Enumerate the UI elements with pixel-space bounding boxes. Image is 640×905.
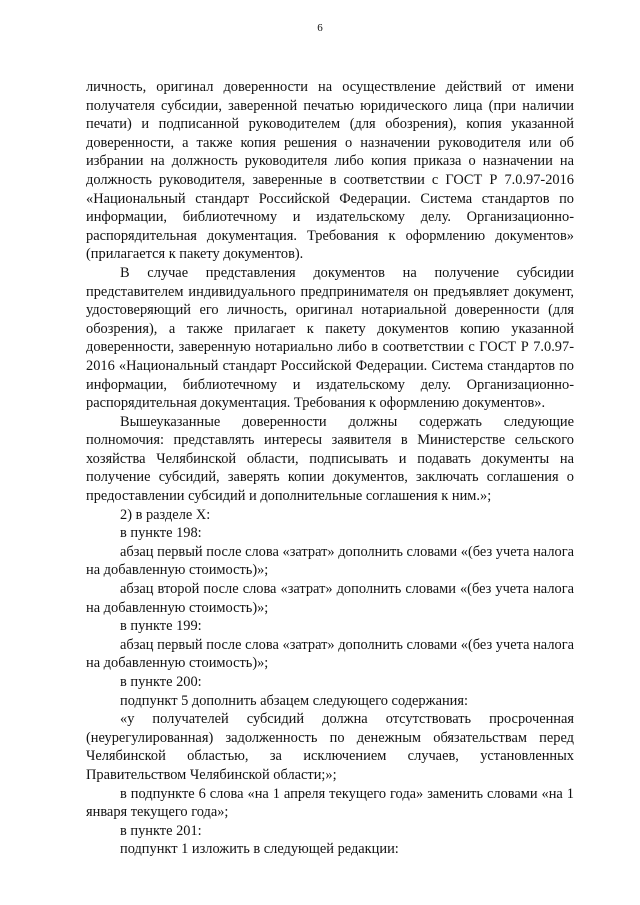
paragraph-8: в пункте 199: bbox=[120, 618, 202, 635]
paragraph-13: в подпункте 6 слова «на 1 апреля текущего года» заменить словами «на 1 января текущего года»; bbox=[86, 785, 574, 821]
paragraph-15: подпункт 1 изложить в следующей редакции: bbox=[120, 841, 399, 858]
paragraph-4: 2) в разделе X: bbox=[120, 506, 211, 523]
page-number: 6 bbox=[317, 22, 323, 34]
paragraph-5: в пункте 198: bbox=[120, 525, 202, 542]
paragraph-14: в пункте 201: bbox=[120, 822, 202, 839]
paragraph-2: В случае представления документов на получение субсидии представителем индивидуального предпринимателя он предъявляет документ, удостоверяющий его личность, оригинал нотариальной доверенности (для обозрения), а также прилагает к пакету документов копию указанной доверенности, заверенную нотариально либо в соответствии с ГОСТ Р 7.0.97-2016 «Национальный стандарт Российской Федерации. Система стандартов по информации, библиотечному и издательскому делу. Организационно-распорядительная документация. Требования к оформлению документов». bbox=[86, 264, 574, 412]
paragraph-1: личность, оригинал доверенности на осуществление действий от имени получателя субсидии, заверенной печатью юридического лица (при наличии печати) и подписанной руководителем (для обозрения), копия указанной доверенности, а также копия решения о назначении руководителя или об избрании на должность руководителя либо копия приказа о назначении на должность руководителя, заверенные в соответствии с ГОСТ Р 7.0.97-2016 «Национальный стандарт Российской Федерации. Система стандартов по информации, библиотечному и издательскому делу. Организационно-распорядительная документация. Требования к оформлению документов» (прилагается к пакету документов). bbox=[86, 79, 574, 263]
paragraph-10: в пункте 200: bbox=[120, 674, 202, 690]
paragraph-3: Вышеуказанные доверенности должны содержать следующие полномочия: представлять интересы заявителя в Министерстве сельского хозяйства Челябинской области, подписывать и подавать документы на получение субсидий, заверять копии документов, заключать соглашения о предоставлении субсидий и дополнительные соглашения к ним.»; bbox=[86, 413, 574, 505]
paragraph-7: абзац второй после слова «затрат» дополнить словами «(без учета налога на добавленную стоимость)»; bbox=[86, 581, 574, 616]
paragraph-9: абзац первый после слова «затрат» дополнить словами «(без учета налога на добавленную стоимость)»; bbox=[86, 636, 574, 672]
paragraph-11: подпункт 5 дополнить абзацем следующего содержания: bbox=[120, 692, 468, 709]
paragraph-6: абзац первый после слова «затрат» дополнить словами «(без учета налога на добавленную стоимость)»; bbox=[86, 543, 574, 579]
paragraph-12: «у получателей субсидий должна отсутствовать просроченная (неурегулированная) задолженность по денежным обязательствам перед Челябинской областью, за исключением случаев, установленных Правительством Челябинской области;»; bbox=[86, 711, 574, 783]
document-body bbox=[86, 78, 574, 859]
